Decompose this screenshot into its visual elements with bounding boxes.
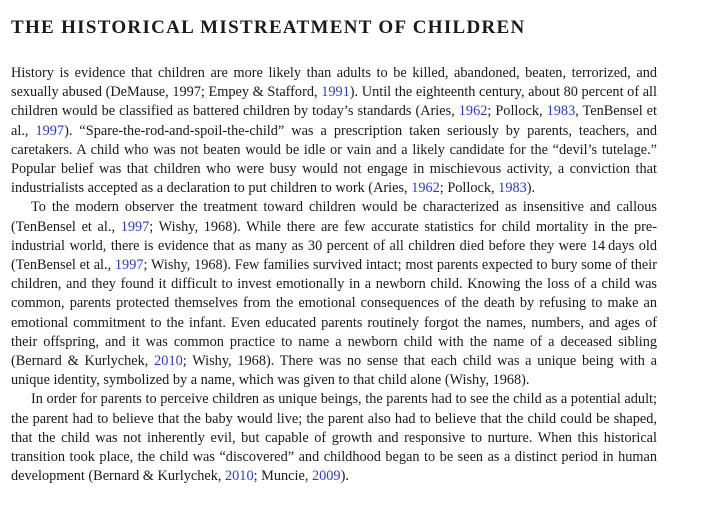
citation-link[interactable]: 1983 xyxy=(546,103,576,120)
section-title: THE HISTORICAL MISTREATMENT OF CHILDREN xyxy=(11,17,526,38)
paragraph-text: ; Pollock, xyxy=(439,180,499,197)
paragraph-text: , TenBensel et al., xyxy=(11,103,657,139)
citation-link[interactable]: 1997 xyxy=(114,257,144,274)
citation-link[interactable]: 2010 xyxy=(225,468,254,485)
citation-link[interactable]: 1962 xyxy=(411,180,440,197)
body-text xyxy=(11,64,657,486)
paragraph-text: ). xyxy=(340,468,349,485)
paragraph-text: ; Wishy, 1968). There was no sense that each child was a unique being with a unique identity, symbolized by a name, which was given to that child alone (Wishy, 1968). xyxy=(11,353,657,389)
citation-link[interactable]: 2009 xyxy=(311,468,341,485)
paragraph-text: ). “Spare-the-rod-and-spoil-the-child” was a prescription taken seriously by parents, teachers, and caretakers. A child who was not beaten would be idle or vain and a likely candidate for the “devil’s tutelage.” Popular belief was that children who were busy would not engage in mischievous activity, a conviction that industrialists accepted as a declaration to put children to work (Aries, xyxy=(11,122,657,197)
paragraph-text: History is evidence that children are more likely than adults to be killed, abandoned, beaten, terrorized, and sexually abused (DeMause, 1997; Empey & Stafford, xyxy=(11,65,657,101)
paragraph-text: ; Muncie, xyxy=(253,468,312,485)
paragraph xyxy=(11,64,657,198)
paragraph xyxy=(11,390,657,486)
citation-link[interactable]: 1997 xyxy=(35,122,65,139)
citation-link[interactable]: 1997 xyxy=(120,218,150,235)
paragraph-text: In order for parents to perceive children as unique beings, the parents had to see the child as a potential adult; the parent had to believe that the baby would live; the parent also had to believe that the child could be shaped, that the child was not inherently evil, but capable of growth and responsive to nurture. When this historical transition took place, the child was “discovered” and childhood began to be seen as a distinct period in human development (Bernard & Kurlychek, xyxy=(11,391,657,485)
paragraph-text: ; Pollock, xyxy=(487,103,547,120)
paragraph-text: ; Wishy, 1968). Few families survived intact; most parents expected to bury some of their children, and they found it difficult to invest emotionally in a newborn child. Knowing the loss of a child was common, parents protected themselves from the emotional consequences of the death by refusing to make an emotional commitment to the infant. Even educated parents routinely forgot the names, numbers, and ages of their offspring, and it was common practice to name a newborn child with the name of a deceased sibling (Bernard & Kurlychek, xyxy=(11,257,657,370)
paragraph-text: ). Until the eighteenth century, about 80 percent of all children would be classified as battered children by today’s standards (Aries, xyxy=(11,84,658,120)
citation-link[interactable]: 2010 xyxy=(154,353,183,370)
paragraph xyxy=(11,198,657,390)
paragraph-text: To the modern observer the treatment toward children would be characterized as insensitive and callous (TenBensel et al., xyxy=(11,199,657,235)
citation-link[interactable]: 1983 xyxy=(498,180,527,197)
citation-link[interactable]: 1991 xyxy=(321,84,350,101)
citation-link[interactable]: 1962 xyxy=(458,103,488,120)
paragraph-text: ; Wishy, 1968). While there are few accurate statistics for child mortality in the pre-industrial world, there is evidence that as many as 30 percent of all children died before they were 14 days old (TenBensel et al., xyxy=(11,218,657,274)
paragraph-text: ). xyxy=(526,180,536,197)
